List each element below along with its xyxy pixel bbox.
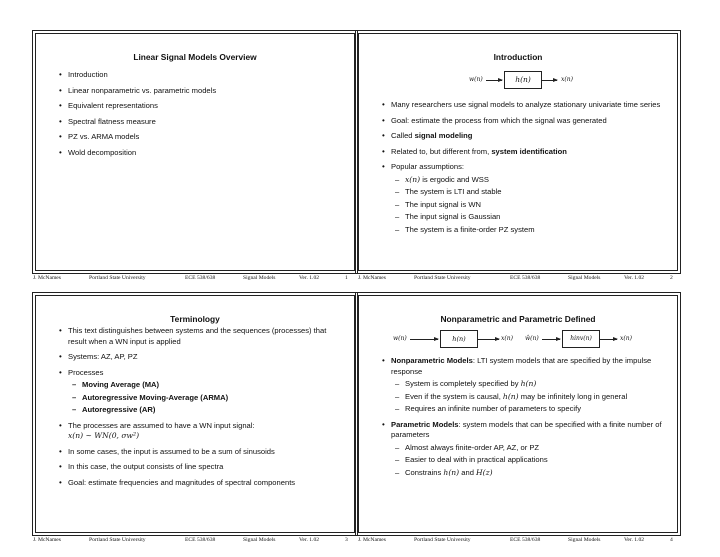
sub-bullet: – Moving Average (MA) bbox=[68, 380, 340, 391]
sub-bullet: – x(n) is ergodic and WSS bbox=[391, 175, 663, 186]
slide-title: Introduction bbox=[493, 52, 543, 62]
slide-4 bbox=[358, 295, 678, 533]
bullet: • Parametric Models: system models that can be specified with a finite number of parameters – Almost always finite-order AP, AZ, or PZ – Easier to deal with in practical applications – Constrains h(n) and H(z) bbox=[383, 420, 663, 479]
arrow-icon bbox=[541, 80, 557, 81]
bullet: • Systems: AZ, AP, PZ bbox=[60, 352, 340, 363]
arrow-icon bbox=[477, 339, 499, 340]
bullet: • In this case, the output consists of line spectra bbox=[60, 462, 340, 473]
output-label: x(n) bbox=[501, 335, 513, 342]
block-diagram bbox=[469, 70, 579, 90]
input-label: w(n) bbox=[393, 335, 407, 342]
footer-slide-3: J. McNames Portland State University ECE 538/638 Signal Models Ver. 1.02 3 bbox=[33, 537, 348, 543]
bullet: • Called signal modeling bbox=[383, 131, 663, 142]
input-label: w(n) bbox=[469, 76, 483, 83]
footer-slide-2: J. McNames Portland State University ECE 538/638 Signal Models Ver. 1.02 2 bbox=[358, 275, 673, 281]
slide-content bbox=[60, 326, 340, 493]
sub-bullet: – Requires an infinite number of parameters to specify bbox=[391, 404, 663, 415]
slide-1 bbox=[35, 33, 355, 271]
sub-bullet: – The system is a finite-order PZ system bbox=[391, 225, 663, 236]
bullet: • Related to, but different from, system identification bbox=[383, 147, 663, 158]
bullet: • The processes are assumed to have a WN input signal: x(n) ~ WN(0, σw²) bbox=[60, 421, 340, 442]
arrow-icon bbox=[542, 339, 560, 340]
sub-bullet: – The input signal is WN bbox=[391, 200, 663, 211]
slide-title: Terminology bbox=[170, 314, 220, 324]
bullet: • Popular assumptions: – x(n) is ergodic and WSS – The system is LTI and stable – The input signal is WN – The input signal is Gaussian – The system is a finite-order PZ system bbox=[383, 162, 663, 235]
bullet: • Spectral flatness measure bbox=[60, 117, 340, 128]
system-box: h(n) bbox=[504, 71, 542, 89]
slide-title: Linear Signal Models Overview bbox=[133, 52, 257, 62]
bullet: • Wold decomposition bbox=[60, 148, 340, 159]
bullet: • Many researchers use signal models to analyze stationary univariate time series bbox=[383, 100, 663, 111]
bullet: • Goal: estimate the process from which the signal was generated bbox=[383, 116, 663, 127]
sub-bullet: – Easier to deal with in practical applications bbox=[391, 455, 663, 466]
sub-bullet: – Even if the system is causal, h(n) may be infinitely long in general bbox=[391, 392, 663, 403]
arrow-icon bbox=[486, 80, 502, 81]
slide-3 bbox=[35, 295, 355, 533]
sub-bullet: – Almost always finite-order AP, AZ, or PZ bbox=[391, 443, 663, 454]
output-label: x(n) bbox=[620, 335, 632, 342]
output-label: x(n) bbox=[561, 76, 573, 83]
bullet: • Linear nonparametric vs. parametric models bbox=[60, 86, 340, 97]
block-diagram bbox=[393, 329, 643, 349]
bullet: • This text distinguishes between systems and the sequences (processes) that result when a WN input is applied bbox=[60, 326, 340, 347]
slide-title: Nonparametric and Parametric Defined bbox=[440, 314, 596, 324]
sub-bullet: – The system is LTI and stable bbox=[391, 187, 663, 198]
system-box: h(n) bbox=[440, 330, 478, 348]
arrow-icon bbox=[599, 339, 617, 340]
bullet: • Processes – Moving Average (MA) – Autoregressive Moving-Average (ARMA) – Autoregressive (AR) bbox=[60, 368, 340, 416]
inverse-system-box: hinv(n) bbox=[562, 330, 600, 348]
sub-bullet: – Autoregressive (AR) bbox=[68, 405, 340, 416]
arrow-icon bbox=[410, 339, 438, 340]
bullet: • PZ vs. ARMA models bbox=[60, 132, 340, 143]
slide-content bbox=[383, 356, 663, 483]
slide-2 bbox=[358, 33, 678, 271]
bullet: • Nonparametric Models: LTI system models that are specified by the impulse response – System is completely specified by h(n) – Even if the system is causal, h(n) may be infinitely long in general – Requires an infinite number of parameters to specify bbox=[383, 356, 663, 415]
bullet: • Equivalent representations bbox=[60, 101, 340, 112]
footer-slide-1: J. McNames Portland State University ECE 538/638 Signal Models Ver. 1.02 1 bbox=[33, 275, 348, 281]
footer-slide-4: J. McNames Portland State University ECE 538/638 Signal Models Ver. 1.02 4 bbox=[358, 537, 673, 543]
slide-content bbox=[60, 70, 340, 163]
sub-bullet: – System is completely specified by h(n) bbox=[391, 379, 663, 390]
sub-bullet: – The input signal is Gaussian bbox=[391, 212, 663, 223]
bullet: • Introduction bbox=[60, 70, 340, 81]
bullet: • Goal: estimate frequencies and magnitudes of spectral components bbox=[60, 478, 340, 489]
slide-content bbox=[383, 100, 663, 240]
bullet: • In some cases, the input is assumed to be a sum of sinusoids bbox=[60, 447, 340, 458]
sub-bullet: – Autoregressive Moving-Average (ARMA) bbox=[68, 393, 340, 404]
input-label: ŵ(n) bbox=[525, 335, 539, 342]
sub-bullet: – Constrains h(n) and H(z) bbox=[391, 468, 663, 479]
